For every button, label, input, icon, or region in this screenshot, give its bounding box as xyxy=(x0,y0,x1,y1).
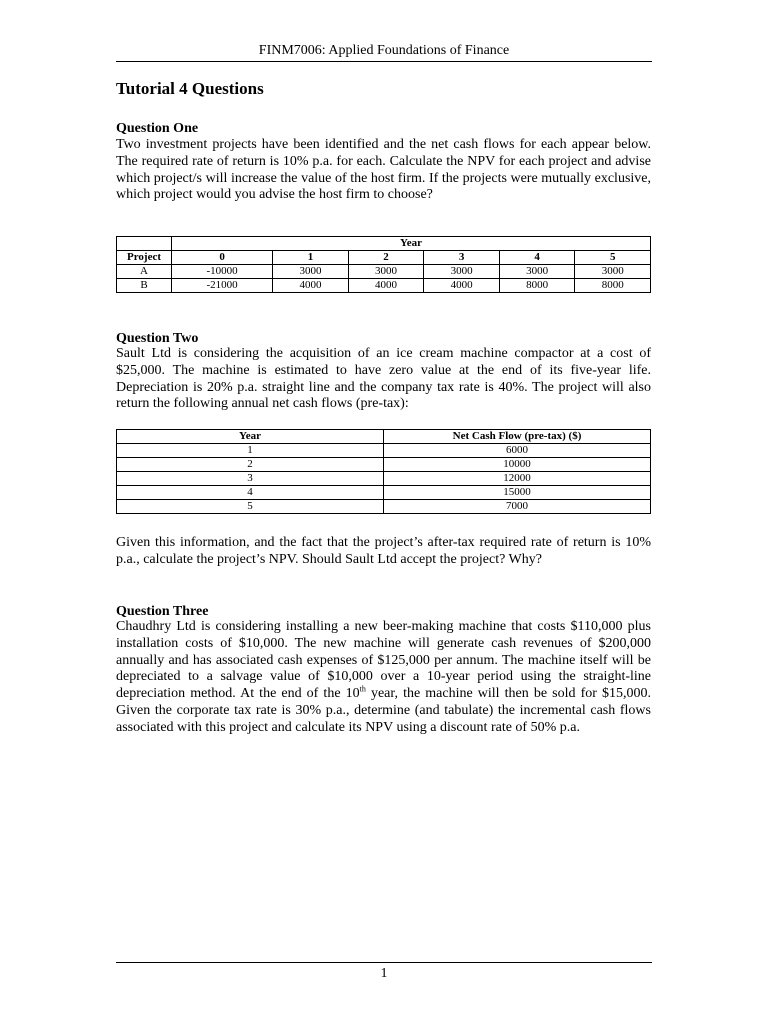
cash-flow-cell: 4000 xyxy=(273,279,349,293)
question-two-text: Sault Ltd is considering the acquisition of an ice cream machine compactor at a cost of $25,000. The machine is estimated to have zero value at the end of its five-year life. Depreciation is 20% p.a. straight line and the company tax rate is 40%. The project will also return the following annual net cash flows (pre-tax): xyxy=(116,346,651,412)
cash-flow-cell: 7000 xyxy=(384,500,651,514)
table-row xyxy=(117,472,651,486)
cash-flow-cell: -21000 xyxy=(172,279,273,293)
question-two-heading: Question Two xyxy=(116,331,199,346)
cash-flow-cell: 8000 xyxy=(499,279,575,293)
table-row xyxy=(117,500,651,514)
project-cell: A xyxy=(117,265,172,279)
page-title: Tutorial 4 Questions xyxy=(116,79,264,98)
empty-header-cell xyxy=(117,237,172,251)
year-cell: 5 xyxy=(117,500,384,514)
table-row xyxy=(117,458,651,472)
question-three-heading: Question Three xyxy=(116,604,209,619)
year-column-header: 3 xyxy=(424,251,500,265)
year-cell: 3 xyxy=(117,472,384,486)
question-two-followup-text: Given this information, and the fact that the project’s after-tax required rate of return is 10% p.a., calculate the project’s NPV. Should Sault Ltd accept the project? Why? xyxy=(116,535,651,567)
table-header-row xyxy=(117,251,651,265)
cash-flow-cell: 3000 xyxy=(424,265,500,279)
year-column-header: 1 xyxy=(273,251,349,265)
cash-flow-cell: -10000 xyxy=(172,265,273,279)
year-group-header: Year xyxy=(172,237,651,251)
question-three-text xyxy=(116,619,651,737)
year-cell: 4 xyxy=(117,486,384,500)
table-row xyxy=(117,265,651,279)
net-cash-flow-column-header: Net Cash Flow (pre-tax) ($) xyxy=(384,430,651,444)
cash-flow-cell: 3000 xyxy=(348,265,424,279)
question-one-text: Two investment projects have been identified and the net cash flows for each appear below. The required rate of return is 10% p.a. for each. Calculate the NPV for each project and advise which project/s will increase the value of the host firm. If the projects were mutually exclusive, which project would you advise the host firm to choose? xyxy=(116,137,651,203)
ordinal-superscript: th xyxy=(359,684,366,694)
question-three-text-part: Chaudhry Ltd is considering installing a new beer-making machine that costs $110,000 plus installation costs of $10,000. The new machine will generate cash revenues of $200,000 annually and has associated cash expenses of $125,000 per annum. The machine itself will be depreciated to a salvage value of $10,000 over a 10-year period using the straight-line depreciation method. At the end of the 10 xyxy=(116,619,651,702)
table-header-row xyxy=(117,430,651,444)
question-one-heading: Question One xyxy=(116,121,199,136)
cash-flow-cell: 10000 xyxy=(384,458,651,472)
footer-divider xyxy=(116,962,652,963)
year-column-header: 2 xyxy=(348,251,424,265)
question-three-text-part: year, the machine will then be sold for $15,000. Given the corporate tax rate is 30% p.a., determine (and tabulate) the incremental cash flows associated with this project and calculate its NPV using a discount rate of 50% p.a. xyxy=(116,686,652,735)
table-row xyxy=(117,444,651,458)
project-cash-flow-table xyxy=(116,236,651,293)
page-number: 1 xyxy=(380,966,388,981)
page-header: FINM7006: Applied Foundations of Finance xyxy=(116,43,652,62)
cash-flow-cell: 3000 xyxy=(575,265,651,279)
project-column-header: Project xyxy=(117,251,172,265)
year-column-header: 5 xyxy=(575,251,651,265)
year-column-header: Year xyxy=(117,430,384,444)
annual-cash-flow-table xyxy=(116,429,651,514)
cash-flow-cell: 15000 xyxy=(384,486,651,500)
year-column-header: 0 xyxy=(172,251,273,265)
cash-flow-cell: 4000 xyxy=(424,279,500,293)
cash-flow-cell: 3000 xyxy=(273,265,349,279)
project-cell: B xyxy=(117,279,172,293)
year-column-header: 4 xyxy=(499,251,575,265)
cash-flow-cell: 4000 xyxy=(348,279,424,293)
cash-flow-cell: 12000 xyxy=(384,472,651,486)
cash-flow-cell: 3000 xyxy=(499,265,575,279)
table-row xyxy=(117,486,651,500)
cash-flow-cell: 8000 xyxy=(575,279,651,293)
year-cell: 1 xyxy=(117,444,384,458)
cash-flow-cell: 6000 xyxy=(384,444,651,458)
table-row xyxy=(117,279,651,293)
table-header-row xyxy=(117,237,651,251)
year-cell: 2 xyxy=(117,458,384,472)
